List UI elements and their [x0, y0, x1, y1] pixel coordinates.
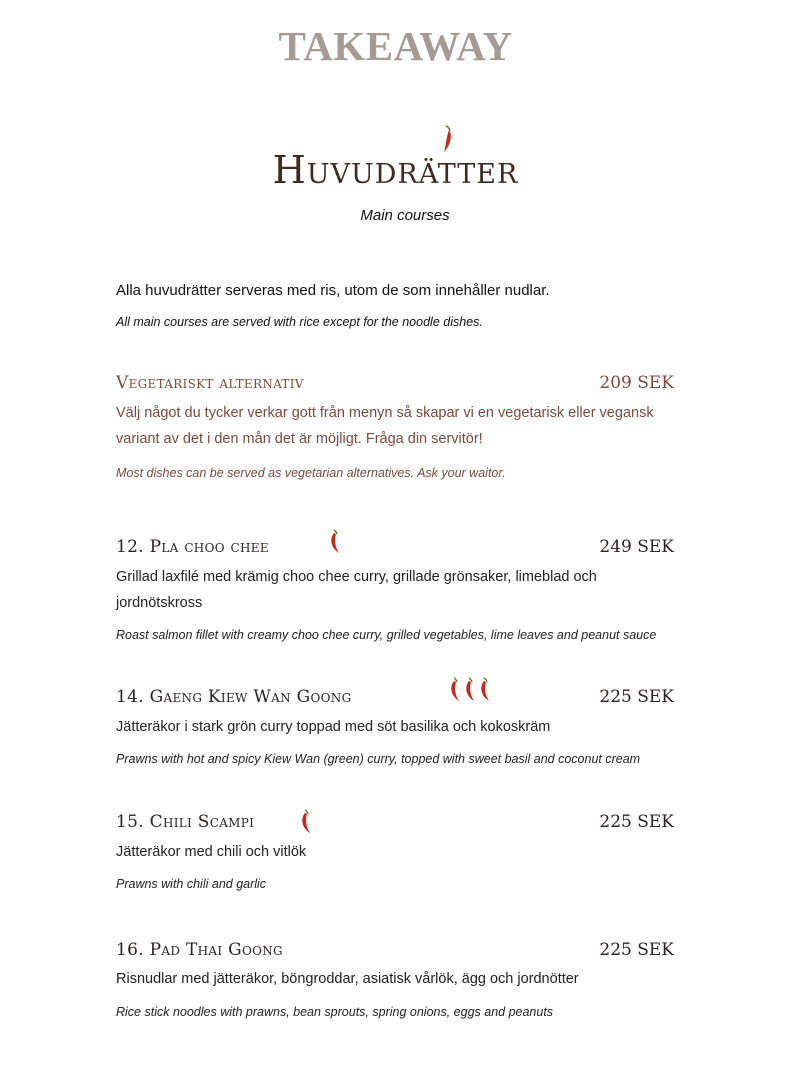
chili-icon: [463, 677, 477, 703]
item-description-english: Prawns with chili and garlic: [116, 877, 267, 891]
item-price: 225 SEK: [599, 812, 674, 832]
item-description-english: Prawns with hot and spicy Kiew Wan (green) curry, topped with sweet basil and coconut cream: [116, 752, 641, 766]
item-name: Vegetariskt alternativ: [116, 373, 304, 393]
item-description-english: Roast salmon fillet with creamy choo chee curry, grilled vegetables, lime leaves and peanut sauce: [116, 628, 657, 642]
item-price: 209 SEK: [599, 373, 674, 393]
item-name: 14. Gaeng Kiew Wan Goong: [116, 687, 352, 707]
item-description: Grillad laxfilé med krämig choo chee curry, grillade grönsaker, limeblad och jordnötskross: [116, 569, 597, 611]
item-description: Risnudlar med jätteräkor, böngroddar, asiatisk vårlök, ägg och jordnötter: [116, 971, 579, 987]
rice-note: Alla huvudrätter serveras med ris, utom de som innehåller nudlar.: [116, 282, 550, 299]
chili-icon: [478, 677, 492, 703]
item-description-english: Most dishes can be served as vegetarian alternatives. Ask your waitor.: [116, 466, 506, 480]
item-price: 225 SEK: [599, 687, 674, 707]
chili-icon: [328, 529, 342, 555]
item-description: Välj något du tycker verkar gott från menyn så skapar vi en vegetarisk eller vegansk variant av det i den mån det är möjligt. Fråga din servitör!: [116, 405, 654, 447]
item-description: Jätteräkor med chili och vitlök: [116, 844, 307, 860]
item-price: 249 SEK: [599, 537, 674, 557]
section-title: Huvudrätter: [272, 148, 519, 192]
item-name: 16. Pad Thai Goong: [116, 940, 283, 960]
section-subtitle: Main courses: [360, 207, 450, 224]
item-name: 15. Chili Scampi: [116, 812, 255, 832]
page-title: TAKEAWAY: [278, 23, 513, 69]
item-price: 225 SEK: [599, 940, 674, 960]
chili-icon: [448, 677, 462, 703]
item-description-english: Rice stick noodles with prawns, bean sprouts, spring onions, eggs and peanuts: [116, 1005, 554, 1019]
rice-note-english: All main courses are served with rice except for the noodle dishes.: [116, 315, 483, 329]
item-name: 12. Pla choo chee: [116, 537, 269, 557]
item-description: Jätteräkor i stark grön curry toppad med söt basilika och kokoskräm: [116, 719, 551, 735]
chili-icon: [299, 809, 313, 835]
